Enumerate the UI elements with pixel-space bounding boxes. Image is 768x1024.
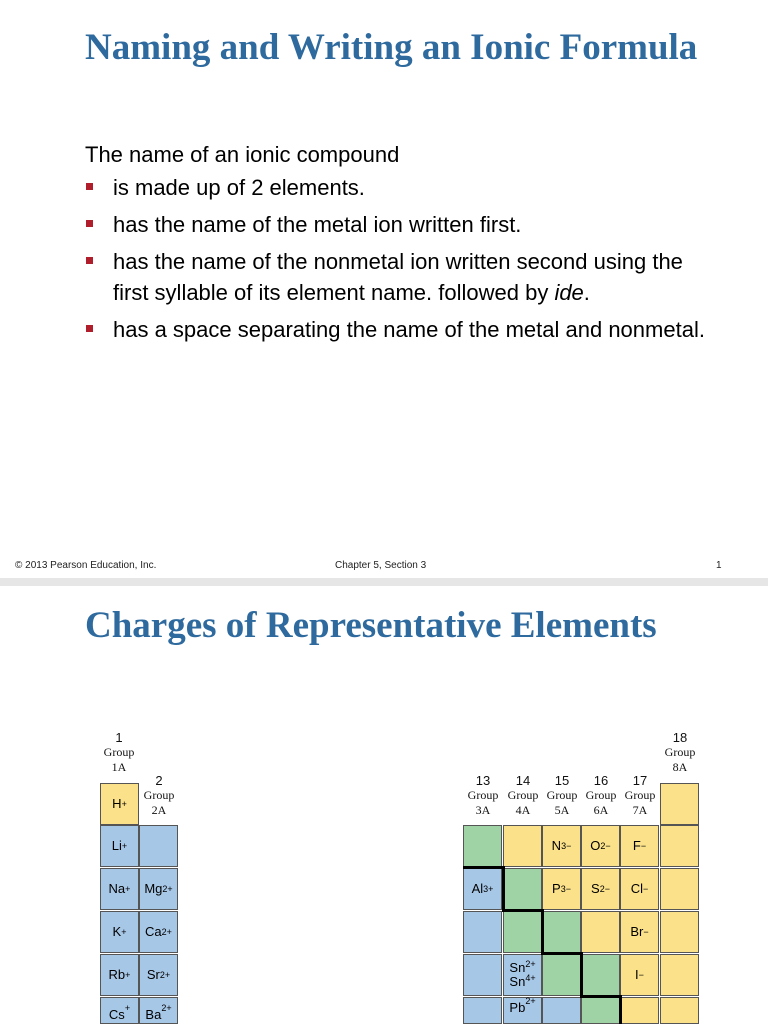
cell-C [503, 825, 542, 867]
bullet-square-icon [86, 257, 93, 264]
bullet-item: has a space separating the name of the metal and nonmetal. [85, 314, 705, 345]
slide-title: Charges of Representative Elements [85, 605, 657, 646]
bullet-square-icon [86, 183, 93, 190]
cell-He [660, 783, 699, 825]
cell-Ba: Ba 2+ [139, 997, 178, 1024]
cell-Ar [660, 868, 699, 910]
cell-Xe [660, 954, 699, 996]
cell-Mg: Mg 2+ [139, 868, 178, 910]
cell-Se [581, 911, 620, 953]
metalloid-boundary [463, 866, 504, 869]
cell-Ca: Ca 2+ [139, 911, 178, 953]
group-13-header: 13 Group 3A [467, 773, 499, 817]
cell-Al: Al 3+ [463, 868, 502, 910]
group-18-header: 18 Group 8A [664, 730, 696, 774]
cell-Ge [503, 911, 542, 953]
footer-chapter: Chapter 5, Section 3 [335, 560, 427, 571]
cell-Li: Li + [100, 825, 139, 867]
cell-Po [581, 997, 620, 1024]
bullet-square-icon [86, 325, 93, 332]
cell-N: N 3− [542, 825, 581, 867]
cell-At [620, 997, 659, 1024]
group-16-header: 16 Group 6A [585, 773, 617, 817]
metalloid-boundary [502, 866, 505, 911]
cell-P: P 3− [542, 868, 581, 910]
cell-Na: Na + [100, 868, 139, 910]
cell-F: F − [620, 825, 659, 867]
cell-Pb: Pb 2+ [503, 997, 542, 1024]
cell-Bi [542, 997, 581, 1024]
slide-divider [0, 578, 768, 586]
group-1-header: 1 Group 1A [103, 730, 135, 774]
cell-Cl: Cl − [620, 868, 659, 910]
bullet-square-icon [86, 220, 93, 227]
cell-Si [503, 868, 542, 910]
metalloid-boundary [541, 952, 583, 955]
cell-Rn [660, 997, 699, 1024]
metalloid-boundary [502, 909, 544, 912]
bullet-item: has the name of the nonmetal ion written second using the first syllable of its element name. followed by ide. [85, 246, 705, 308]
cell-S: S 2− [581, 868, 620, 910]
metalloid-boundary [580, 995, 622, 998]
cell-Br: Br − [620, 911, 659, 953]
cell-H: H + [100, 783, 139, 825]
group-17-header: 17 Group 7A [624, 773, 656, 817]
slide-title: Naming and Writing an Ionic Formula [85, 27, 698, 68]
cell-Cs: Cs + [100, 997, 139, 1024]
cell-Be [139, 825, 178, 867]
group-15-header: 15 Group 5A [546, 773, 578, 817]
cell-Te [581, 954, 620, 996]
cell-O: O 2− [581, 825, 620, 867]
cell-Kr [660, 911, 699, 953]
group-2-header: 2 Group 2A [143, 773, 175, 817]
cell-As [542, 911, 581, 953]
bullet-item: is made up of 2 elements. [85, 172, 705, 203]
cell-Rb: Rb + [100, 954, 139, 996]
cell-B [463, 825, 502, 867]
intro-text: The name of an ionic compound [85, 142, 400, 167]
footer-copyright: © 2013 Pearson Education, Inc. [15, 560, 157, 571]
bullet-list [85, 172, 705, 351]
cell-Ne [660, 825, 699, 867]
cell-Sn: $Sn^{2+}$ $Sn^{4+}$ [503, 954, 542, 996]
slide-2 [0, 586, 768, 1024]
bullet-item: has the name of the metal ion written first. [85, 209, 705, 240]
cell-Sr: Sr 2+ [139, 954, 178, 996]
cell-K: K + [100, 911, 139, 953]
cell-I: I − [620, 954, 659, 996]
footer-page-number: 1 [716, 560, 722, 571]
cell-In [463, 954, 502, 996]
metalloid-boundary [541, 909, 544, 955]
cell-Tl [463, 997, 502, 1024]
group-14-header: 14 Group 4A [507, 773, 539, 817]
metalloid-boundary [580, 952, 583, 998]
cell-Ga [463, 911, 502, 953]
cell-Sb [542, 954, 581, 996]
metalloid-boundary [619, 995, 622, 1024]
